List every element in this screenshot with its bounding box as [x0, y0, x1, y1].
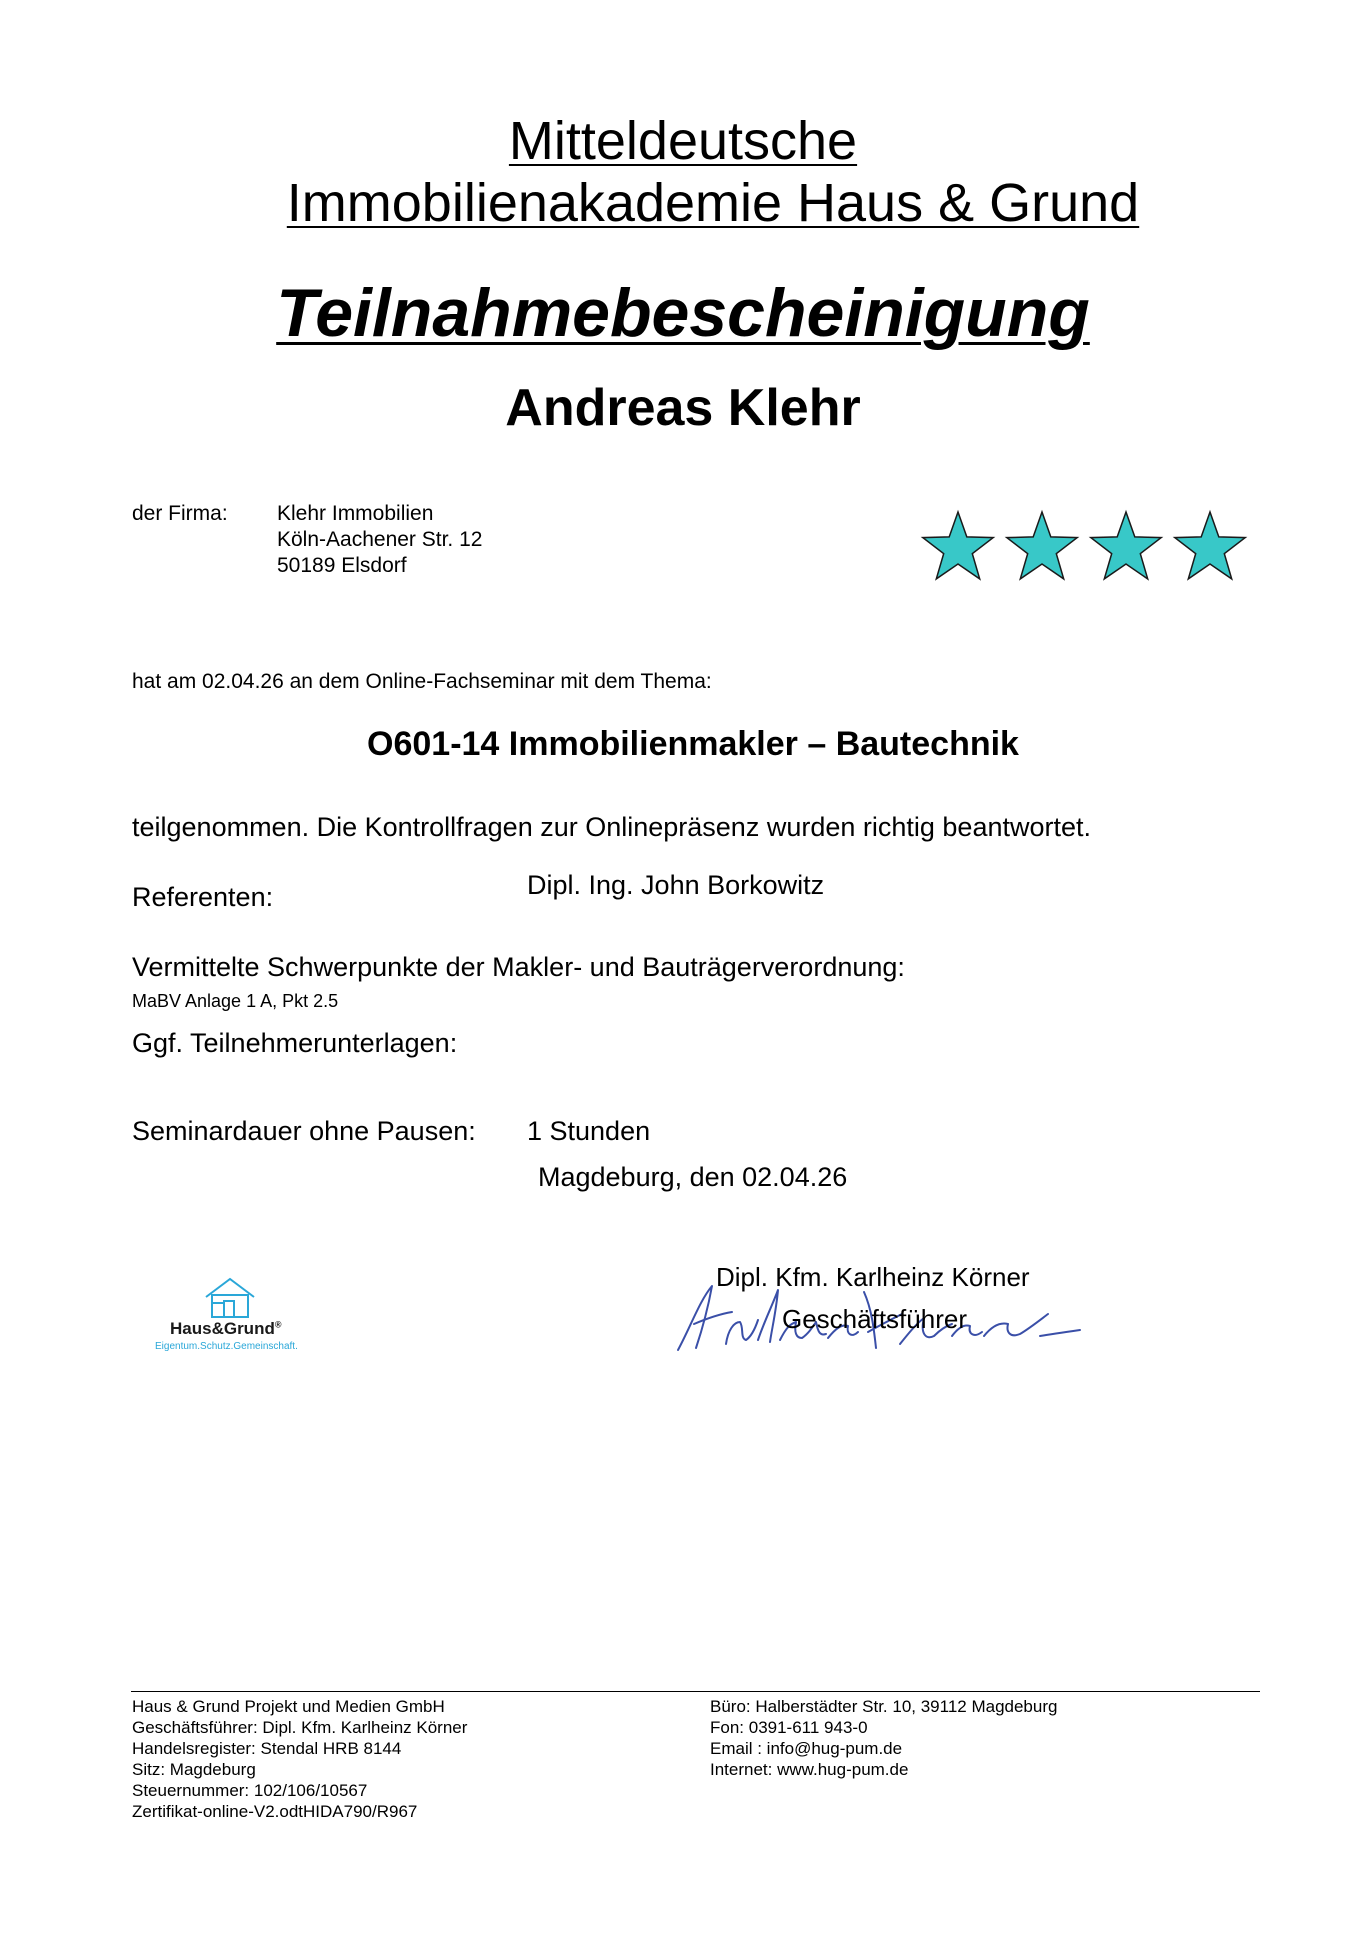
referenten-value: Dipl. Ing. John Borkowitz	[527, 870, 825, 900]
participant-name: Andreas Klehr	[505, 379, 861, 437]
firma-street: Köln-Aachener Str. 12	[277, 528, 483, 551]
seminar-topic: O601-14 Immobilienmakler – Bautechnik	[367, 725, 1019, 763]
footer-left-line: Geschäftsführer: Dipl. Kfm. Karlheinz Körner	[132, 1718, 468, 1737]
firma-label: der Firma:	[132, 502, 228, 525]
footer-left-line: Zertifikat-online-V2.odtHIDA790/R967	[132, 1802, 418, 1821]
document-title: Teilnahmebescheinigung	[276, 275, 1090, 351]
schwerpunkte-detail: MaBV Anlage 1 A, Pkt 2.5	[132, 991, 339, 1011]
footer-right-line: Fon: 0391-611 943-0	[710, 1718, 868, 1737]
footer-right-line: Büro: Halberstädter Str. 10, 39112 Magdeburg	[710, 1697, 1058, 1716]
footer-right-line: Internet: www.hug-pum.de	[710, 1760, 909, 1779]
schwerpunkte-label: Vermittelte Schwerpunkte der Makler- und Bauträgerverordnung:	[132, 952, 905, 982]
signatory-name: Dipl. Kfm. Karlheinz Körner	[716, 1262, 1030, 1292]
footer-right-line: Email : info@hug-pum.de	[710, 1739, 903, 1758]
rating-stars	[920, 507, 1250, 587]
signatory-role: Geschäftsführer	[782, 1304, 967, 1334]
star-icon	[1007, 512, 1077, 579]
house-icon	[150, 1275, 310, 1319]
star-icon	[1091, 512, 1161, 579]
footer-left-line: Handelsregister: Stendal HRB 8144	[132, 1739, 402, 1758]
logo-registered: ®	[274, 1319, 282, 1330]
completion-text: teilgenommen. Die Kontrollfragen zur Onlinepräsenz wurden richtig beantwortet.	[132, 812, 1092, 842]
footer-left-line: Sitz: Magdeburg	[132, 1760, 256, 1779]
header-line-2: Immobilienakademie Haus & Grund	[286, 173, 1140, 233]
footer-divider	[131, 1691, 1260, 1692]
firma-name: Klehr Immobilien	[277, 502, 434, 525]
star-icon	[1175, 512, 1245, 579]
intro-text: hat am 02.04.26 an dem Online-Fachseminar mit dem Thema:	[132, 670, 712, 693]
footer-company-info	[132, 1696, 467, 1822]
header-line-1: Mitteldeutsche	[508, 111, 858, 171]
footer-left-line: Steuernummer: 102/106/10567	[132, 1781, 368, 1800]
unterlagen-label: Ggf. Teilnehmerunterlagen:	[132, 1028, 458, 1058]
haus-und-grund-logo	[150, 1275, 310, 1355]
firma-city: 50189 Elsdorf	[277, 554, 407, 577]
footer-contact-info	[710, 1696, 1057, 1780]
logo-tagline: Eigentum.Schutz.Gemeinschaft.	[155, 1341, 298, 1352]
footer-left-line: Haus & Grund Projekt und Medien GmbH	[132, 1697, 445, 1716]
dauer-label: Seminardauer ohne Pausen:	[132, 1116, 476, 1146]
place-date: Magdeburg, den 02.04.26	[538, 1162, 848, 1192]
dauer-value: 1 Stunden	[527, 1116, 651, 1146]
star-icon	[923, 512, 993, 579]
referenten-label: Referenten:	[132, 882, 274, 912]
logo-name: Haus&Grund	[170, 1319, 275, 1338]
